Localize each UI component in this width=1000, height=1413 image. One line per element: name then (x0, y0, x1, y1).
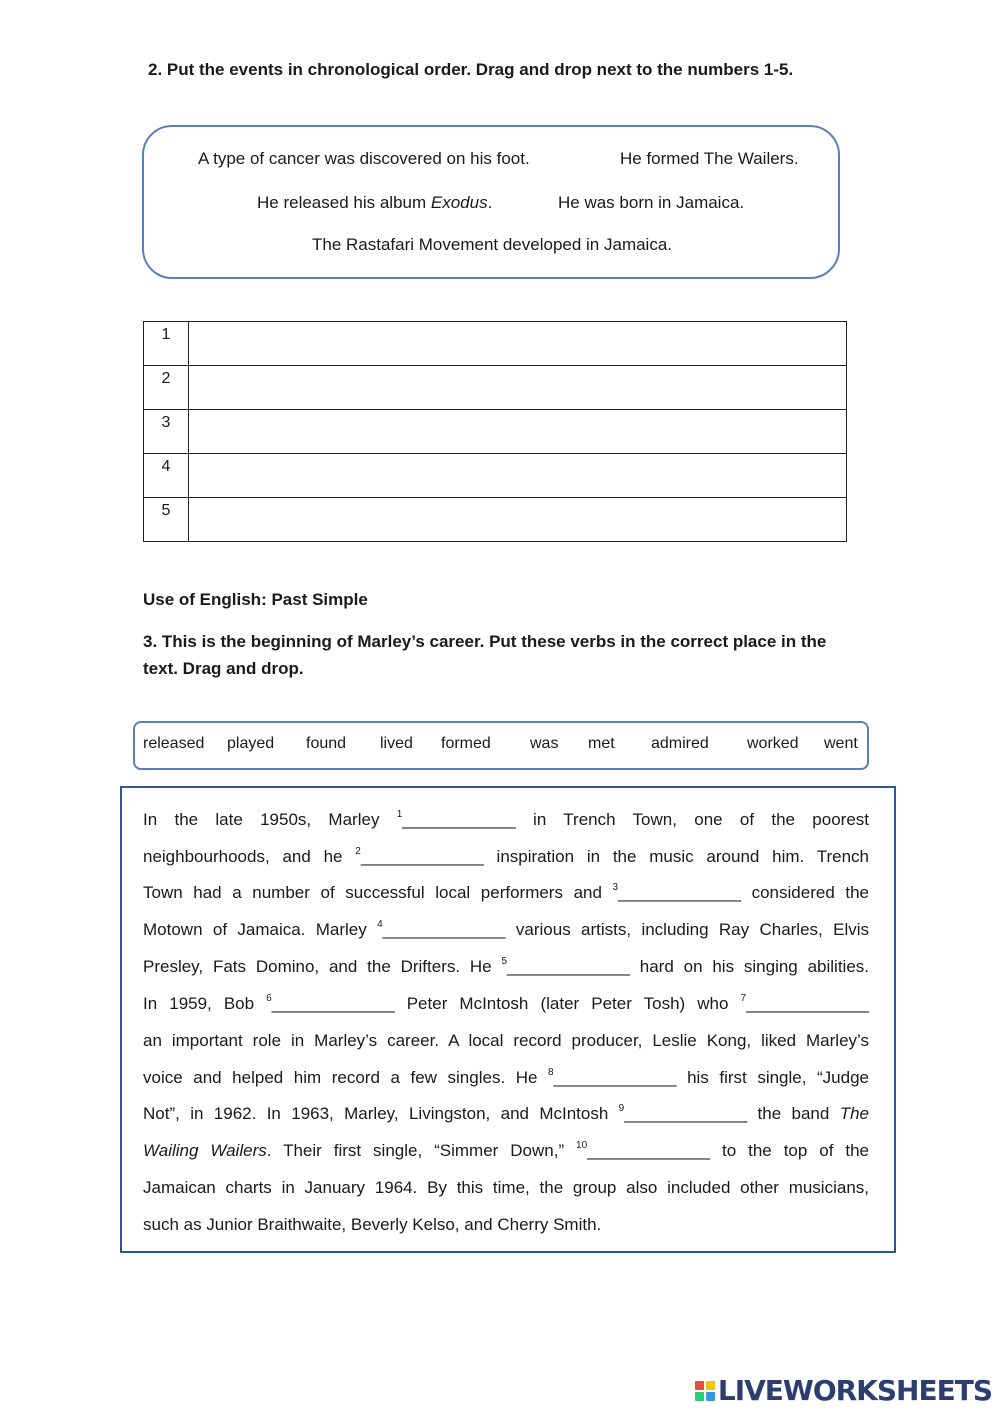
text-fragment: hard on his singing abilities. (629, 957, 869, 976)
drop-slot-3[interactable] (188, 410, 846, 454)
row-number: 5 (144, 498, 189, 542)
event-album[interactable] (257, 193, 492, 213)
logo-square (695, 1381, 704, 1390)
gap-number: 6 (266, 993, 272, 1004)
text-line (143, 1139, 869, 1163)
text-fragment: various artists, including Ray Charles, Elvis (505, 920, 869, 939)
question-3-title: 3. This is the beginning of Marley’s career. Put these verbs in the correct place in the text. Drag and drop. (143, 632, 827, 678)
text-fragment: considered the (741, 883, 869, 902)
event-album-suffix: . (487, 193, 493, 212)
gap-10-blank[interactable]: _____________ (587, 1141, 711, 1160)
text-fragment: the band (747, 1104, 840, 1123)
row-number: 2 (144, 366, 189, 410)
word-released[interactable]: released (143, 735, 205, 752)
text-line (143, 1102, 869, 1126)
gap-3-blank[interactable]: _____________ (618, 883, 742, 902)
text-fragment: In the late 1950s, Marley (143, 810, 397, 829)
order-table (143, 321, 847, 542)
event-born[interactable]: He was born in Jamaica. (558, 193, 745, 212)
gap-9-blank[interactable]: _____________ (624, 1104, 748, 1123)
text-line (143, 955, 869, 979)
text-line (143, 1066, 869, 1090)
event-album-prefix: He released his album (257, 193, 431, 212)
text-fragment: inspiration in the music around him. Trench (483, 847, 869, 866)
text-fragment: in Trench Town, one of the poorest (515, 810, 869, 829)
drop-slot-4[interactable] (188, 454, 846, 498)
table-row (144, 498, 847, 542)
gap-4-blank[interactable]: _____________ (382, 920, 506, 939)
gap-number: 8 (548, 1067, 554, 1078)
section-heading: Use of English: Past Simple (143, 590, 368, 609)
band-name-italic: Wailing Wailers (143, 1141, 267, 1160)
word-found[interactable]: found (306, 735, 347, 752)
gap-6-blank[interactable]: _____________ (271, 994, 395, 1013)
gap-7-blank[interactable]: _____________ (746, 994, 870, 1013)
logo-square (706, 1392, 715, 1401)
row-number: 1 (144, 322, 189, 366)
word-worked[interactable]: worked (747, 735, 799, 752)
text-fragment: Not”, in 1962. In 1963, Marley, Livingston, and McIntosh (143, 1104, 619, 1123)
gap-number: 4 (377, 919, 383, 930)
gap-fill-text (120, 786, 896, 1253)
text-line (143, 808, 869, 832)
row-number: 4 (144, 454, 189, 498)
logo-mark-icon (695, 1381, 715, 1401)
events-box (142, 125, 840, 279)
word-admired[interactable]: admired (651, 735, 709, 752)
word-formed[interactable]: formed (441, 735, 491, 752)
text-fragment: . Their first single, “Simmer Down,” (266, 1141, 577, 1160)
band-name-italic: The (839, 1104, 869, 1123)
text-fragment: voice and helped him record a few singles. He (143, 1068, 549, 1087)
gap-2-blank[interactable]: _____________ (360, 847, 484, 866)
text-fragment: Town had a number of successful local performers and (143, 883, 613, 902)
gap-number: 5 (501, 956, 508, 967)
word-played[interactable]: played (227, 735, 275, 752)
event-wailers[interactable]: He formed The Wailers. (620, 149, 799, 168)
text-fragment: to the top of the (710, 1141, 869, 1160)
logo-text: LIVEWORKSHEETS (717, 1374, 992, 1407)
text-fragment: neighbourhoods, and he (143, 847, 356, 866)
drop-slot-1[interactable] (188, 322, 846, 366)
text-line: Jamaican charts in January 1964. By this time, the group also included other musicians, (143, 1178, 869, 1197)
word-lived[interactable]: lived (380, 735, 413, 752)
table-row (144, 410, 847, 454)
word-bank (133, 721, 869, 770)
gap-number: 1 (396, 809, 403, 820)
gap-number: 2 (355, 846, 361, 857)
word-went[interactable]: went (824, 735, 858, 752)
text-fragment: Presley, Fats Domino, and the Drifters. He (143, 957, 502, 976)
gap-5-blank[interactable]: _____________ (507, 957, 630, 976)
text-line: such as Junior Braithwaite, Beverly Kelso, and Cherry Smith. (143, 1215, 602, 1234)
gap-number: 7 (740, 993, 747, 1004)
logo-square (695, 1392, 704, 1401)
liveworksheets-logo (695, 1374, 992, 1407)
table-row (144, 366, 847, 410)
drop-slot-2[interactable] (188, 366, 846, 410)
word-met[interactable]: met (588, 735, 615, 752)
gap-number: 10 (576, 1140, 588, 1151)
text-line (143, 881, 869, 905)
text-line: an important role in Marley’s career. A local record producer, Leslie Kong, liked Marley’s (143, 1031, 869, 1050)
text-fragment: Motown of Jamaica. Marley (143, 920, 378, 939)
gap-8-blank[interactable]: _____________ (553, 1068, 677, 1087)
text-fragment: In 1959, Bob (143, 994, 267, 1013)
event-rastafari[interactable]: The Rastafari Movement developed in Jamaica. (312, 235, 673, 254)
table-row (144, 454, 847, 498)
word-was[interactable]: was (530, 735, 559, 752)
question-2-title: 2. Put the events in chronological order. Drag and drop next to the numbers 1-5. (148, 60, 794, 79)
text-line (143, 918, 869, 942)
row-number: 3 (144, 410, 189, 454)
event-cancer[interactable]: A type of cancer was discovered on his foot. (198, 149, 530, 168)
gap-number: 3 (612, 882, 619, 893)
text-fragment: Peter McIntosh (later Peter Tosh) who (394, 994, 741, 1013)
table-row (144, 322, 847, 366)
event-album-title: Exodus (430, 193, 488, 212)
logo-square (706, 1381, 715, 1390)
gap-number: 9 (618, 1103, 625, 1114)
text-fragment: his first single, “Judge (676, 1068, 869, 1087)
text-line (143, 845, 869, 869)
text-line (143, 992, 869, 1016)
gap-1-blank[interactable]: ____________ (402, 810, 516, 829)
drop-slot-5[interactable] (188, 498, 846, 542)
